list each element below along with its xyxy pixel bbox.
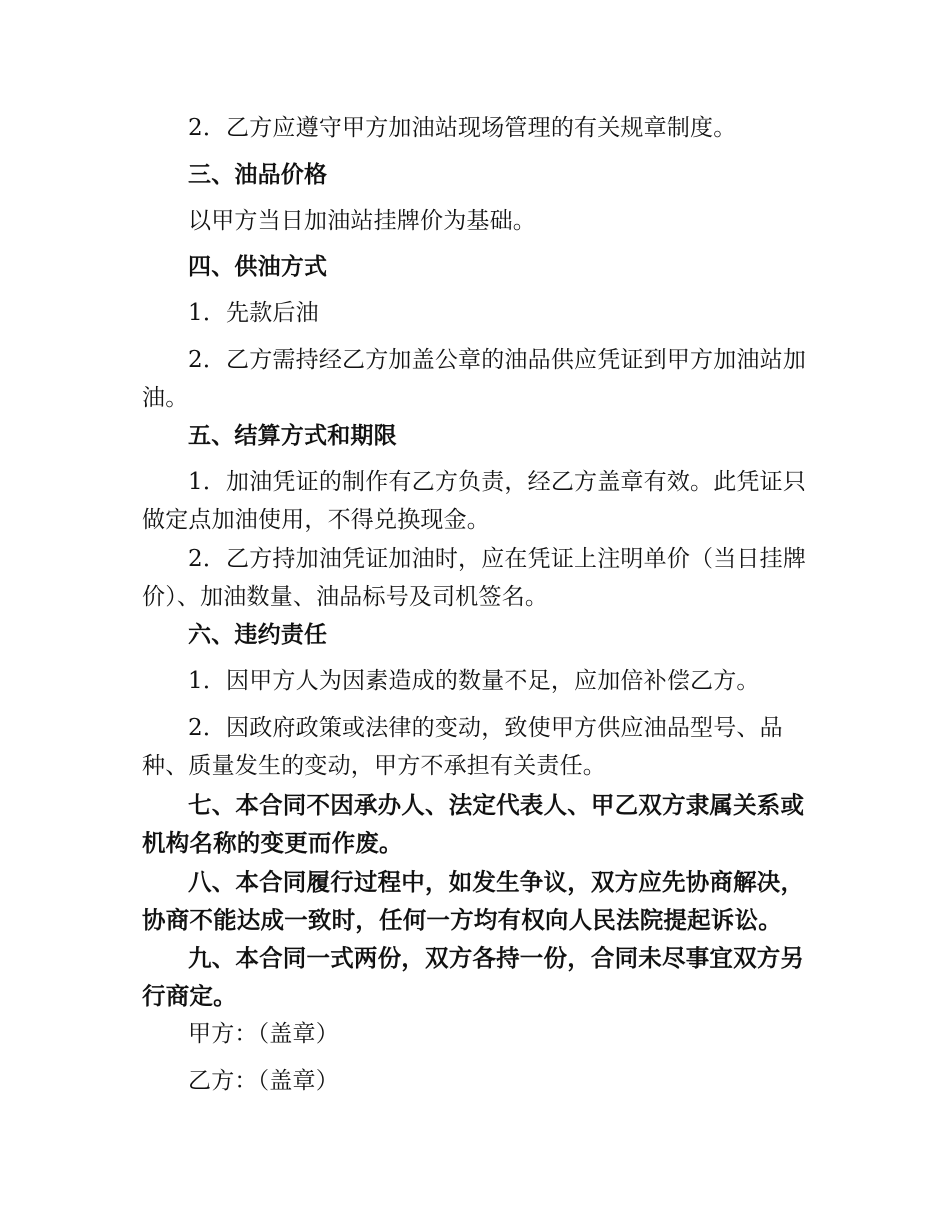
section-4-item-1: 1．先款后油 (188, 300, 319, 326)
section-7: 七、本合同不因承办人、法定代表人、甲乙双方隶属关系或机构名称的变更而作废。 (142, 791, 805, 857)
clause-2-item-2: 2．乙方应遵守甲方加油站现场管理的有关规章制度。 (188, 115, 737, 141)
section-8: 八、本合同履行过程中，如发生争议，双方应先协商解决，协商不能达成一致时，任何一方均有权向人民法院提起诉讼。 (142, 868, 805, 934)
section-5-item-1: 1．加油凭证的制作有乙方负责，经乙方盖章有效。此凭证只做定点加油使用，不得兑换现金。 (142, 469, 807, 533)
party-b-seal: 乙方：（盖章） (188, 1068, 339, 1094)
section-6-item-2: 2．因政府政策或法律的变动，致使甲方供应油品型号、品种、质量发生的变动，甲方不承担有关责任。 (142, 715, 783, 779)
section-5-item-2: 2．乙方持加油凭证加油时，应在凭证上注明单价（当日挂牌价）、加油数量、油品标号及司机签名。 (142, 546, 807, 610)
section-3-text: 以甲方当日加油站挂牌价为基础。 (188, 208, 536, 234)
section-9: 九、本合同一式两份，双方各持一份，合同未尽事宜双方另行商定。 (142, 944, 805, 1010)
section-6-item-1: 1．因甲方人为因素造成的数量不足，应加倍补偿乙方。 (188, 668, 760, 694)
section-5-heading: 五、结算方式和期限 (188, 422, 397, 449)
section-3-heading: 三、油品价格 (188, 161, 328, 188)
section-4-item-2: 2．乙方需持经乙方加盖公章的油品供应凭证到甲方加油站加油。 (142, 347, 807, 411)
section-6-heading: 六、违约责任 (188, 621, 328, 648)
section-4-heading: 四、供油方式 (188, 253, 328, 280)
party-a-seal: 甲方：（盖章） (188, 1021, 339, 1047)
